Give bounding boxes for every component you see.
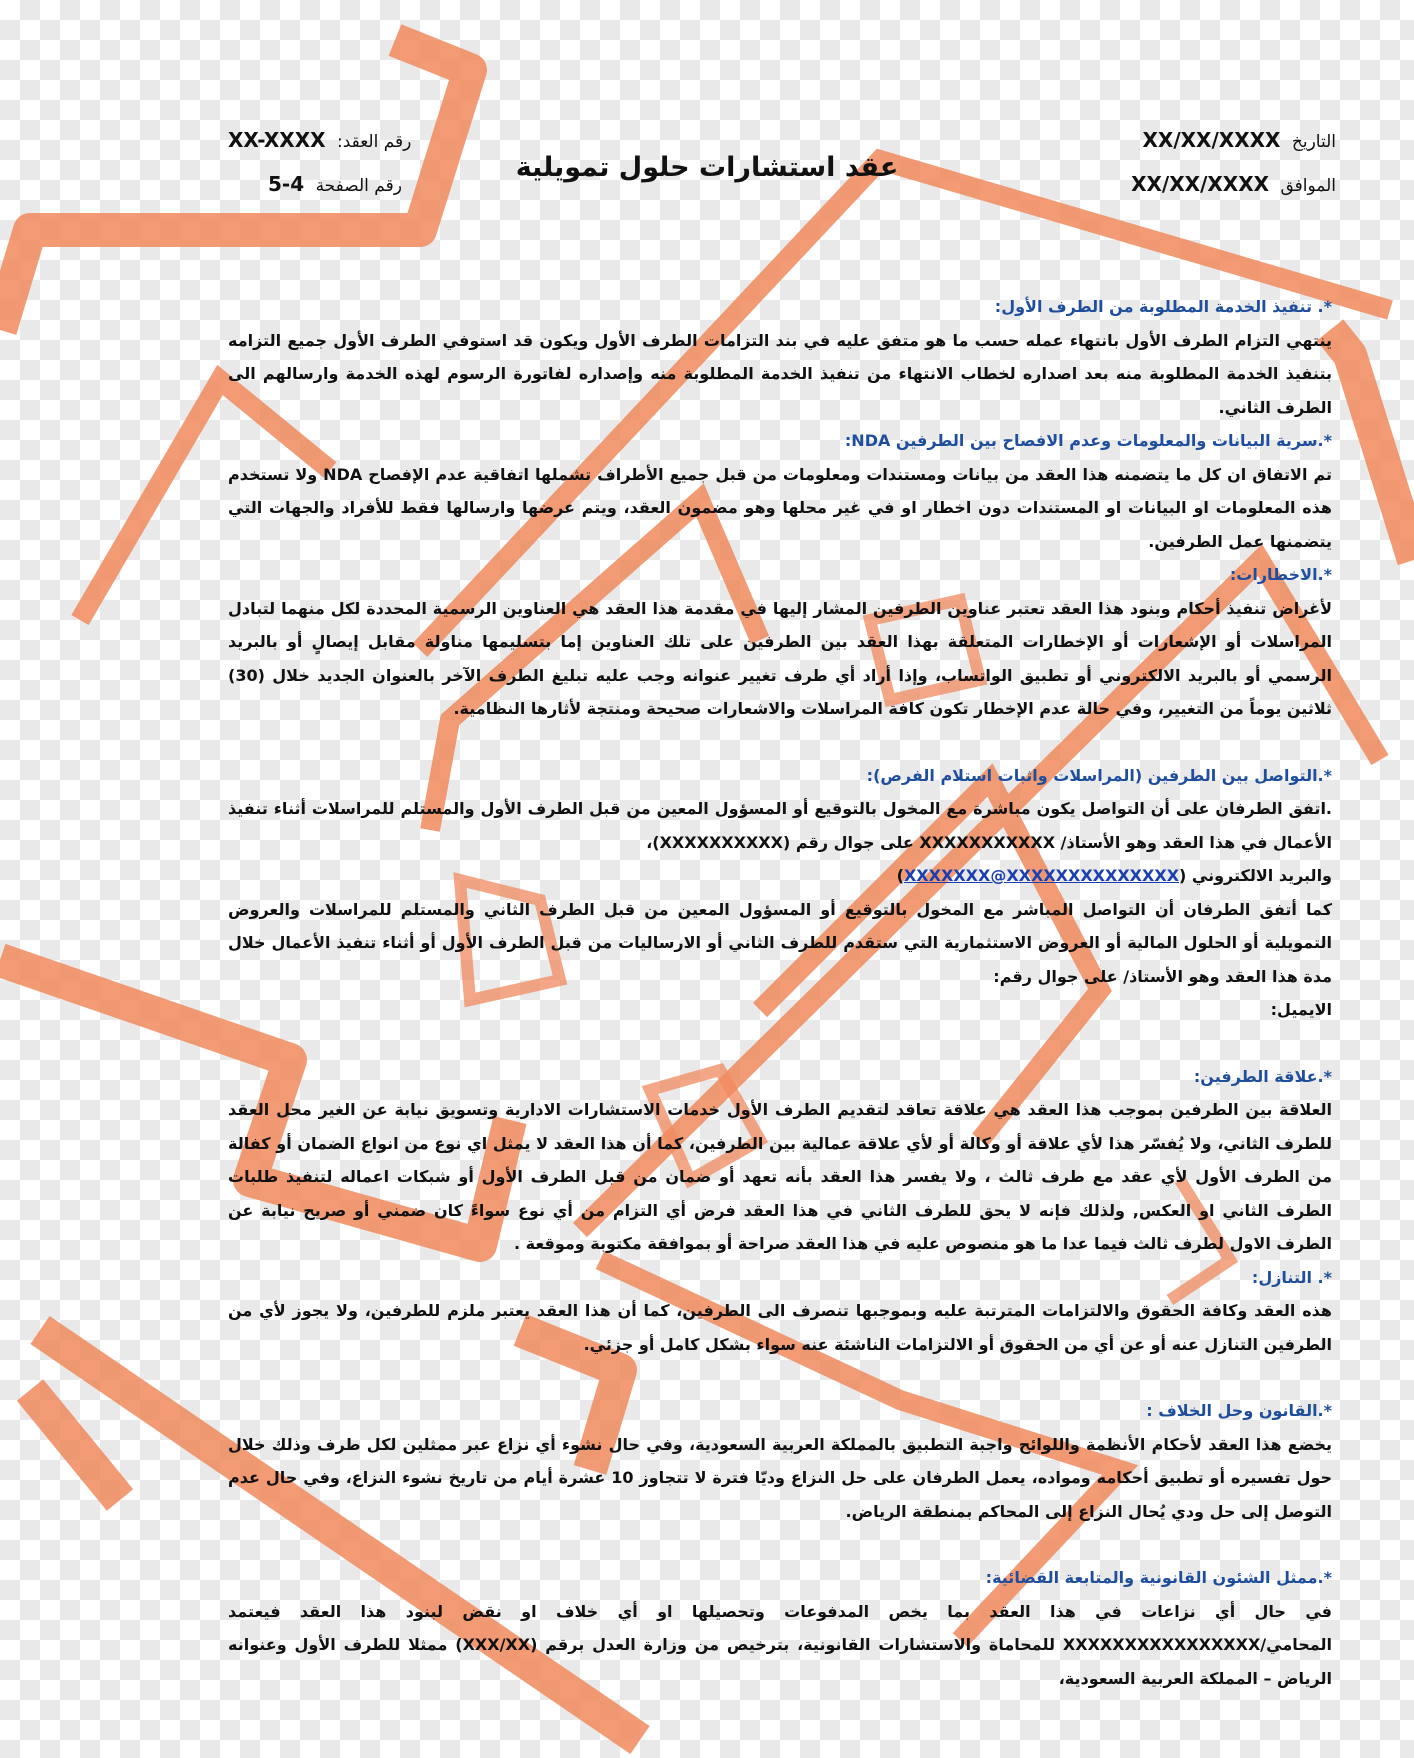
date-line — [1142, 128, 1336, 152]
communication-second-party: كما أتفق الطرفان أن التواصل المباشر مع المخول بالتوقيع أو المسؤول المعين من قبل الطرف الثاني والمستلم للمراسلات والعروض التمويلية أو الحلول المالية أو العروض الاستثمارية التي ستقدم للطرف الثاني أو الارساليات من قبل الطرف الأول أو أثناء تنفيذ الأعمال خلال مدة هذا العقد وهو الأستاذ/ على جوال رقم: — [228, 899, 1332, 986]
communication-first-party: .اتفق الطرفان على أن التواصل يكون مباشرة مع المخول بالتوقيع أو المسؤول المعين من قبل الطرف الأول والمستلم للمراسلات أثناء تنفيذ الأعمال في هذا العقد وهو الأستاذ/ XXXXXXXXXXX على جوال رقم (XXXXXXXXXX)، — [228, 799, 1332, 852]
communication-email-line — [228, 859, 1332, 893]
section-title-assignment: *. التنازل: — [1251, 1267, 1332, 1287]
contract-number-value: XX-XXXX — [228, 128, 326, 152]
date-value: XX/XX/XXXX — [1142, 128, 1281, 152]
contract-body — [228, 290, 1332, 1695]
section-body-relationship: العلاقة بين الطرفين بموجب هذا العقد هي علاقة تعاقد لتقديم الطرف الأول خدمات الاستشارات الادارية وتسويق نيابة عن الغير محل العقد للطرف الثاني، ولا يُفسّر هذا لأي علاقة أو وكالة أو لأي علاقة عمالية بين الطرفين، كما أن هذا العقد لا يمثل اي نوع من انواع الضمان أو كفالة من الطرف الأول لأي عقد مع طرف ثالث ، ولا يفسر هذا العقد بأنه تعهد أو ضمان من قبل الطرف الأول أو شبكات اعماله لتنفيذ طلبات الطرف الثاني او العكس, ولذلك فإنه لا يحق للطرف الثاني في هذا العقد فرض أي التزام من أي نوع سواءً كان ضمني أو صريح نيابة عن الطرف الاول لطرف ثالث فيما عدا ما هو منصوص عليه في هذا العقد صراحة أو بموافقة مكتوبة وموقعة . — [228, 1100, 1332, 1253]
section-title-law: *.القانون وحل الخلاف : — [1146, 1401, 1332, 1420]
section-body-service-execution: ينتهي التزام الطرف الأول بانتهاء عمله حسب ما هو متفق عليه في بند التزامات الطرف الأول ويكون قد استوفي الطرف الأول جميع التزامه بتنفيذ الخدمة المطلوبة منه بعد اصداره لخطاب الانتهاء من تنفيذ الخدمة المطلوبة منه وإصداره لفاتورة الرسوم لهذه الخدمة وارسالهم الى الطرف الثاني. — [228, 330, 1332, 417]
contract-number-line — [228, 128, 411, 152]
document-title: عقد استشارات حلول تمويلية — [515, 152, 899, 183]
email-prefix: والبريد الالكتروني ( — [1179, 866, 1332, 885]
section-body-confidentiality: تم الاتفاق ان كل ما يتضمنه هذا العقد من بيانات ومستندات ومعلومات من قبل جميع الأطراف تشملها اتفاقية عدم الإفصاح NDA ولا تستخدم هذه المعلومات او البيانات او المستندات دون اخطار او في غير محلها وهو مضمون العقد، ويتم عرضها وارسالها فقط للأفراد والجهات التي يتضمنها عمل الطرفين. — [228, 464, 1332, 551]
section-body-notifications: لأغراض تنفيذ أحكام وبنود هذا العقد تعتبر عناوين الطرفين المشار إليها في مقدمة هذا العقد هي العناوين الرسمية المحددة لكل منهما لتبادل المراسلات أو الإشعارات أو الإخطارات المتعلقة بهذا العقد بين الطرفين على تلك العناوين إما بتسليمها مناولة مقابل إيصالٍ أو بالبريد الرسمي أو بالبريد الالكتروني أو تطبيق الواتساب، وإذا أراد أي طرف تغيير عنوانه وجب عليه تبليغ الطرف الآخر بالعنوان الجديد خلال (30) ثلاثين يوماً من التغيير، وفي حالة عدم الإخطار تكون كافة المراسلات والاشعارات صحيحة ومنتجة لأثارها النظامية. — [228, 598, 1332, 718]
page-number-value: 4-5 — [268, 172, 305, 196]
section-body-assignment: هذه العقد وكافة الحقوق والالتزامات المترتبة عليه وبموجبها تنصرف الى الطرفين، كما أن هذا العقد يعتبر ملزم للطرفين، ولا يجوز لأي من الطرفين التنازل عنه أو عن أي من الحقوق أو الالتزامات الناشئة عنه سواء بشكل كامل أو جزئي. — [228, 1301, 1332, 1354]
section-title-relationship: *.علاقة الطرفين: — [1193, 1066, 1332, 1086]
page-number-label: رقم الصفحة — [315, 176, 402, 196]
email-suffix: ) — [896, 866, 904, 885]
section-body-legal-representative: في حال أي نزاعات في هذا العقد بما يخص المدفوعات وتحصيلها او أي خلاف او نقض لبنود هذا العقد فيعتمد المحامي/XXXXXXXXXXXXXXXX للمحاماة والاستشارات القانونية، بترخيص من وزارة العدل برقم (XXX/XX) ممثلا للطرف الأول وعنوانه الرياض – المملكة العربية السعودية، — [228, 1601, 1332, 1688]
section-title-notifications: *.الاخطارات: — [1229, 565, 1332, 584]
section-title-legal-representative: *.ممثل الشئون القانونية والمتابعة القضائية: — [985, 1568, 1332, 1587]
date-label: التاريخ — [1291, 132, 1336, 152]
communication-email-label: الايميل: — [1270, 1000, 1332, 1019]
email-link[interactable]: XXXXXXX@XXXXXXXXXXXXXX — [903, 866, 1180, 885]
hijri-date-label: الموافق — [1280, 176, 1336, 196]
hijri-date-value: XX/XX/XXXX — [1131, 172, 1270, 196]
contract-number-label: رقم العقد: — [336, 132, 412, 152]
section-body-law: يخضع هذا العقد لأحكام الأنظمة واللوائح واجبة التطبيق بالمملكة العربية السعودية، وفي حال نشوء أي نزاع عبر ممثلين لكل طرف وذلك خلال حول تفسيره أو تطبيق أحكامه ومواده، يعمل الطرفان على حل النزاع وديّا فترة لا تتجاوز 10 عشرة أيام من تاريخ نشوء النزاع، وفي حال عدم التوصل إلى حل ودي يُحال النزاع إلى المحاكم بمنطقة الرياض. — [228, 1434, 1333, 1521]
section-title-service-execution: *. تنفيذ الخدمة المطلوبة من الطرف الأول: — [994, 297, 1332, 316]
page-number-line — [268, 172, 402, 196]
section-title-confidentiality: *.سرية البيانات والمعلومات وعدم الافصاح بين الطرفين NDA: — [844, 431, 1332, 450]
section-title-communication: *.التواصل بين الطرفين (المراسلات واثبات استلام الفرص): — [866, 765, 1332, 785]
